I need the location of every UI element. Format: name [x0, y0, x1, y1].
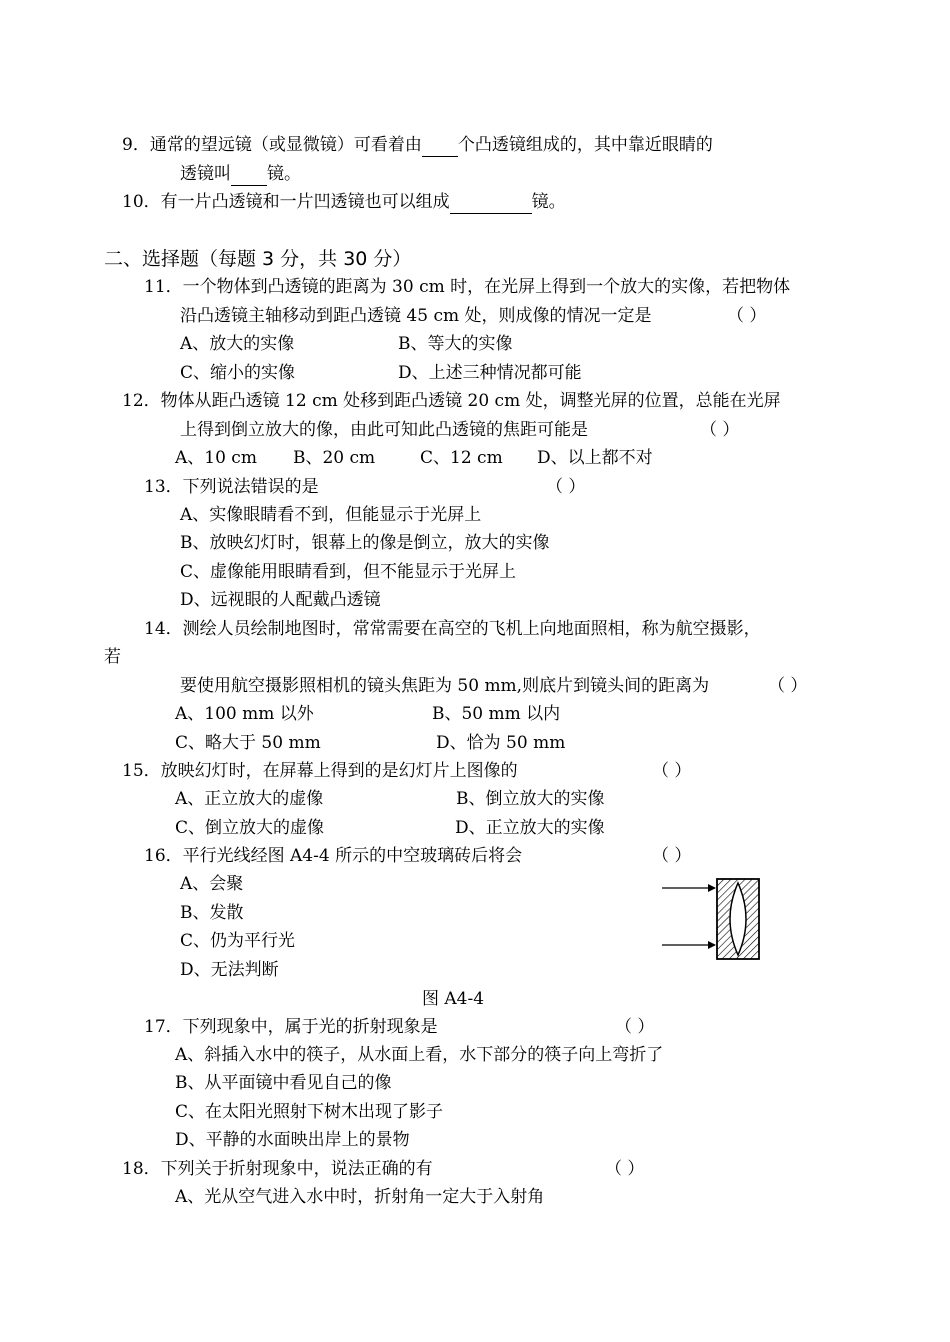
- q18-stem: 18．下列关于折射现象中，说法正确的有: [122, 1159, 433, 1179]
- q11-stem-line2: 沿凸透镜主轴移动到距凸透镜 45 cm 处，则成像的情况一定是: [180, 306, 652, 326]
- q11-option-b[interactable]: B、等大的实像: [398, 334, 513, 354]
- q10-blank[interactable]: [450, 191, 532, 214]
- section-2-title: 二、选择题（每题 3 分，共 30 分）: [104, 248, 412, 270]
- q12-option-b[interactable]: B、20 cm: [293, 448, 376, 468]
- q13-option-a[interactable]: A、实像眼睛看不到，但能显示于光屏上: [180, 505, 482, 525]
- q11-option-d[interactable]: D、上述三种情况都可能: [398, 363, 582, 383]
- q17-option-b[interactable]: B、从平面镜中看见自己的像: [175, 1073, 392, 1093]
- q9-blank-2[interactable]: [231, 163, 267, 186]
- q11-option-c[interactable]: C、缩小的实像: [180, 363, 296, 383]
- q13-option-b[interactable]: B、放映幻灯时，银幕上的像是倒立，放大的实像: [180, 533, 550, 553]
- q9-line2: [180, 163, 301, 186]
- glass-brick-shape: [717, 879, 759, 959]
- q11-option-a[interactable]: A、放大的实像: [180, 334, 295, 354]
- q16-option-b[interactable]: B、发散: [180, 903, 244, 923]
- q14-stem-line1: 14．测绘人员绘制地图时，常常需要在高空的飞机上向地面照相，称为航空摄影，: [144, 619, 761, 639]
- q16-option-d[interactable]: D、无法判断: [180, 960, 279, 980]
- q12-answer-paren[interactable]: （ ）: [700, 420, 740, 440]
- q15-stem: 15．放映幻灯时，在屏幕上得到的是幻灯片上图像的: [122, 761, 518, 781]
- q17-option-c[interactable]: C、在太阳光照射下树木出现了影子: [175, 1102, 444, 1122]
- q9-text-d: 镜。: [267, 164, 301, 184]
- q14-option-c[interactable]: C、略大于 50 mm: [175, 733, 321, 753]
- q9-text-a: 9．通常的望远镜（或显微镜）可看着由: [122, 135, 422, 155]
- q9-text-c: 透镜叫: [180, 164, 231, 184]
- q16-answer-paren[interactable]: （ ）: [652, 846, 692, 866]
- q14-option-a[interactable]: A、100 mm 以外: [175, 704, 314, 724]
- q15-option-c[interactable]: C、倒立放大的虚像: [175, 818, 325, 838]
- q11-stem-line1: 11．一个物体到凸透镜的距离为 30 cm 时，在光屏上得到一个放大的实像，若把物体: [144, 277, 791, 297]
- q15-option-b[interactable]: B、倒立放大的实像: [456, 789, 605, 809]
- q17-option-a[interactable]: A、斜插入水中的筷子，从水面上看，水下部分的筷子向上弯折了: [175, 1045, 664, 1065]
- q14-option-b[interactable]: B、50 mm 以内: [432, 704, 561, 724]
- q12-option-a[interactable]: A、10 cm: [175, 448, 257, 468]
- figure-a4-4-diagram: [660, 872, 800, 964]
- q13-option-c[interactable]: C、虚像能用眼睛看到，但不能显示于光屏上: [180, 562, 517, 582]
- q14-stem-line2: 要使用航空摄影照相机的镜头焦距为 50 mm,则底片到镜头间的距离为: [180, 676, 710, 696]
- q16-option-c[interactable]: C、仍为平行光: [180, 931, 296, 951]
- q10-text-a: 10．有一片凸透镜和一片凹透镜也可以组成: [122, 192, 450, 212]
- q14-option-d[interactable]: D、恰为 50 mm: [436, 733, 566, 753]
- q18-answer-paren[interactable]: （ ）: [605, 1159, 645, 1179]
- q9-text-b: 个凸透镜组成的，其中靠近眼睛的: [457, 135, 713, 155]
- q12-option-c[interactable]: C、12 cm: [420, 448, 503, 468]
- q16-stem: 16．平行光线经图 A4-4 所示的中空玻璃砖后将会: [144, 846, 523, 866]
- q14-answer-paren[interactable]: （ ）: [768, 676, 808, 696]
- q9-line1: [122, 134, 713, 157]
- q15-answer-paren[interactable]: （ ）: [652, 761, 692, 781]
- incident-ray-top: [662, 884, 716, 892]
- q13-option-d[interactable]: D、远视眼的人配戴凸透镜: [180, 590, 381, 610]
- q16-option-a[interactable]: A、会聚: [180, 874, 244, 894]
- q10-line1: [122, 191, 566, 214]
- figure-caption: 图 A4-4: [422, 989, 485, 1009]
- q18-option-a[interactable]: A、光从空气进入水中时，折射角一定大于入射角: [175, 1187, 545, 1207]
- q12-option-d[interactable]: D、以上都不对: [537, 448, 653, 468]
- q17-option-d[interactable]: D、平静的水面映出岸上的景物: [175, 1130, 410, 1150]
- q13-stem: 13．下列说法错误的是: [144, 477, 319, 497]
- q11-answer-paren[interactable]: （ ）: [727, 306, 767, 326]
- q9-blank-1[interactable]: [422, 134, 458, 157]
- q12-stem-line2: 上得到倒立放大的像，由此可知此凸透镜的焦距可能是: [180, 420, 588, 440]
- q15-option-a[interactable]: A、正立放大的虚像: [175, 789, 324, 809]
- q15-option-d[interactable]: D、正立放大的实像: [455, 818, 605, 838]
- q13-answer-paren[interactable]: （ ）: [546, 477, 586, 497]
- q10-text-b: 镜。: [531, 192, 566, 212]
- incident-ray-bottom: [662, 941, 716, 949]
- q17-stem: 17．下列现象中，属于光的折射现象是: [144, 1017, 438, 1037]
- q17-answer-paren[interactable]: （ ）: [615, 1017, 655, 1037]
- q12-stem-line1: 12．物体从距凸透镜 12 cm 处移到距凸透镜 20 cm 处，调整光屏的位置，总能在光屏: [122, 391, 781, 411]
- q14-stem-wrap: 若: [104, 647, 121, 667]
